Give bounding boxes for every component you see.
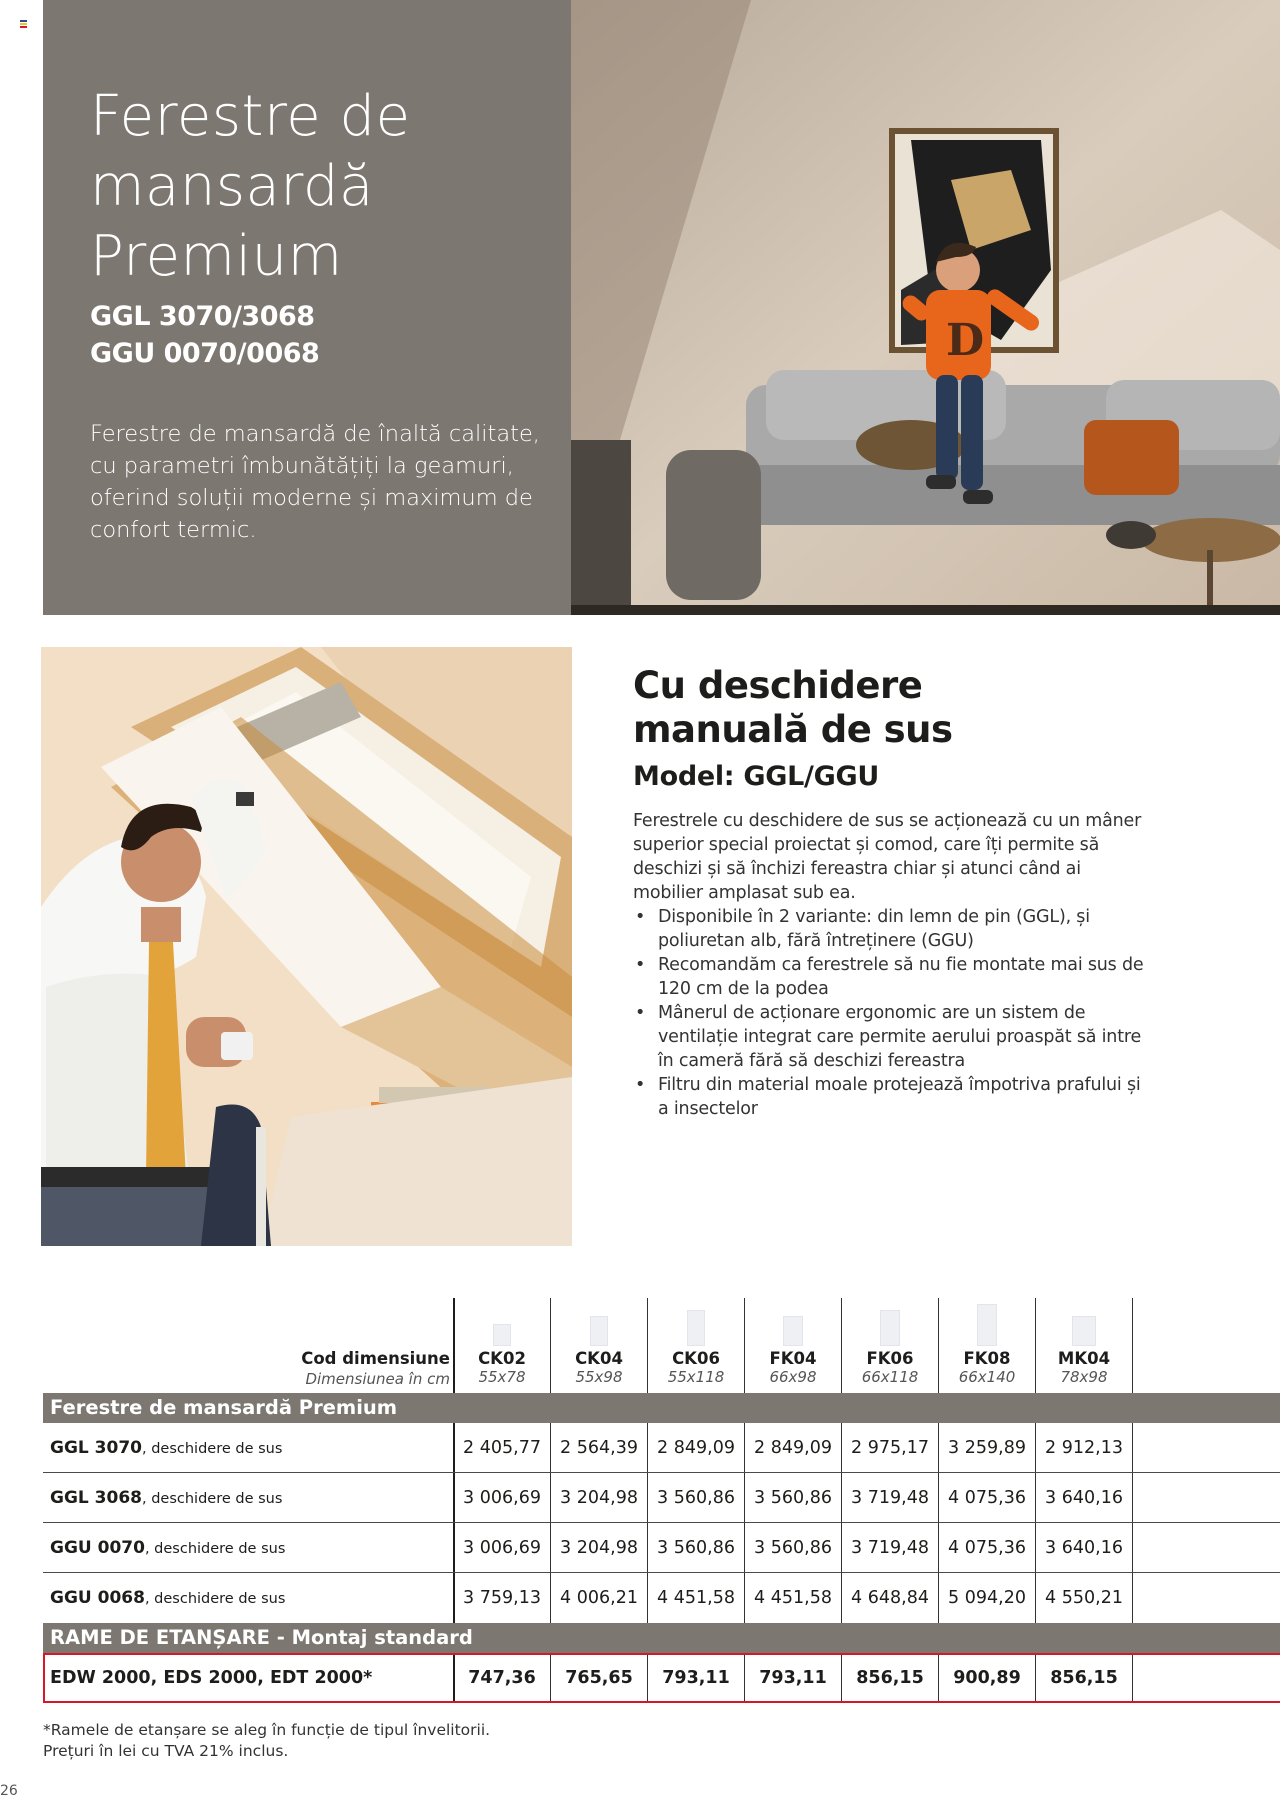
feature-title-line: manuală de sus	[633, 708, 953, 751]
price-cell: 4 006,21	[560, 1588, 638, 1608]
price-cell: 3 759,13	[463, 1588, 541, 1608]
feature-bullets	[633, 905, 1153, 1121]
table-row	[43, 1473, 1280, 1523]
living-room-illustration	[571, 0, 1280, 615]
hero-description: Ferestre de mansardă de înaltă calitate, cu parametri îmbunătățiți la geamuri, oferind soluții moderne și maximum de confort termic.	[90, 421, 540, 543]
price-cell: 4 550,21	[1045, 1588, 1123, 1608]
footnote: Prețuri în lei cu TVA 21% inclus.	[43, 1742, 289, 1760]
feature-bullet-text: Mânerul de acționare ergonomic are un sistem de ventilație integrat care permite aerului proaspăt să intre în cameră fără să deschizi fereastra	[658, 1003, 1142, 1071]
hero-model-line: GGL 3070/3068	[90, 301, 315, 332]
page-number: 26	[0, 1783, 18, 1799]
price-cell: 4 075,36	[948, 1488, 1026, 1508]
hero-title-line: Ferestre de	[90, 84, 411, 149]
price-cell: 793,11	[759, 1668, 827, 1688]
price-cell: 3 560,86	[754, 1488, 832, 1508]
price-cell: 3 560,86	[657, 1488, 735, 1508]
price-cell: 5 094,20	[948, 1588, 1026, 1608]
row-label	[50, 1423, 282, 1474]
size-dim: 66x98	[769, 1368, 817, 1386]
feature-title	[633, 664, 1153, 752]
size-column-fk06	[842, 1310, 938, 1386]
bullet-icon: •	[635, 955, 646, 975]
window-size-icon	[493, 1324, 511, 1346]
bullet-icon: •	[635, 907, 646, 927]
bullet-icon: •	[635, 1003, 646, 1023]
row-model: GGL 3070	[50, 1438, 142, 1458]
price-cell: 900,89	[953, 1668, 1021, 1688]
price-cell: 2 849,09	[754, 1438, 832, 1458]
price-cell: 4 648,84	[851, 1588, 929, 1608]
size-dim: 66x140	[958, 1368, 1016, 1386]
size-code: FK04	[769, 1349, 817, 1368]
feature-model: Model: GGL/GGU	[633, 761, 879, 792]
price-cell: 3 560,86	[657, 1538, 735, 1558]
size-column-ck06	[648, 1310, 744, 1386]
table-row	[43, 1423, 1280, 1473]
price-cell: 747,36	[468, 1668, 536, 1688]
seal-row	[43, 1653, 1280, 1703]
price-cell: 3 640,16	[1045, 1538, 1123, 1558]
row-model: GGU 0070	[50, 1538, 145, 1558]
hero-photo	[571, 0, 1280, 615]
size-dim: 55x98	[575, 1368, 623, 1386]
size-column-mk04	[1036, 1316, 1132, 1386]
price-cell: 3 259,89	[948, 1438, 1026, 1458]
seal-row-label: EDW 2000, EDS 2000, EDT 2000*	[50, 1668, 373, 1688]
row-desc: , deschidere de sus	[144, 1591, 286, 1607]
size-dim: 66x118	[861, 1368, 919, 1386]
price-cell: 3 204,98	[560, 1538, 638, 1558]
row-model: GGL 3068	[50, 1488, 142, 1508]
row-label	[50, 1573, 285, 1624]
price-cell: 3 640,16	[1045, 1488, 1123, 1508]
size-code: FK08	[963, 1349, 1011, 1368]
size-dim: 55x78	[478, 1368, 526, 1386]
feature-bullet-text: Filtru din material moale protejează împotriva prafului și a insectelor	[658, 1075, 1141, 1119]
language-flag-icon	[20, 20, 27, 27]
window-size-icon	[783, 1316, 803, 1346]
header-code-label: Cod dimensiune	[301, 1349, 450, 1368]
header-dim-label: Dimensiunea în cm	[305, 1370, 450, 1388]
table-row	[43, 1523, 1280, 1573]
size-code: MK04	[1057, 1349, 1111, 1368]
feature-bullet-text: Recomandăm ca ferestrele să nu fie montate mai sus de 120 cm de la podea	[658, 955, 1144, 999]
svg-text:D: D	[946, 315, 985, 366]
row-label	[50, 1473, 282, 1524]
feature-bullet	[633, 1001, 1153, 1073]
row-model: GGU 0068	[50, 1588, 145, 1608]
row-desc: , deschidere de sus	[141, 1491, 283, 1507]
size-column-fk08	[939, 1304, 1035, 1386]
feature-body	[633, 809, 1153, 1121]
row-desc: , deschidere de sus	[144, 1541, 286, 1557]
price-cell: 4 075,36	[948, 1538, 1026, 1558]
price-cell: 2 564,39	[560, 1438, 638, 1458]
feature-bullet	[633, 905, 1153, 953]
bullet-icon: •	[635, 1075, 646, 1095]
feature-bullet-text: Disponibile în 2 variante: din lemn de pin (GGL), și poliuretan alb, fără întreținere (GGU)	[658, 907, 1090, 951]
size-code: CK06	[672, 1349, 720, 1368]
size-code: CK04	[575, 1349, 623, 1368]
hero-title-line: mansardă	[90, 154, 374, 219]
price-cell: 3 006,69	[463, 1488, 541, 1508]
price-cell: 3 204,98	[560, 1488, 638, 1508]
feature-bullet	[633, 953, 1153, 1001]
size-dim: 55x118	[667, 1368, 725, 1386]
size-code: CK02	[478, 1349, 526, 1368]
section-header-premium: Ferestre de mansardă Premium	[43, 1393, 1280, 1423]
price-cell: 856,15	[856, 1668, 924, 1688]
row-label	[50, 1523, 285, 1574]
price-cell: 3 719,48	[851, 1488, 929, 1508]
price-cell: 2 912,13	[1045, 1438, 1123, 1458]
size-column-ck02	[454, 1324, 550, 1386]
price-cell: 856,15	[1050, 1668, 1118, 1688]
window-size-icon	[977, 1304, 997, 1346]
price-cell: 2 849,09	[657, 1438, 735, 1458]
feature-intro: Ferestrele cu deschidere de sus se acționează cu un mâner superior special proiectat și comod, care îți permite să deschizi și să închizi fereastra chiar și atunci când ai mobilier amplasat sub ea.	[633, 811, 1142, 903]
price-cell: 765,65	[565, 1668, 633, 1688]
price-cell: 3 719,48	[851, 1538, 929, 1558]
feature-bullet	[633, 1073, 1153, 1121]
price-cell: 3 006,69	[463, 1538, 541, 1558]
size-column-fk04	[745, 1316, 841, 1386]
row-desc: , deschidere de sus	[141, 1441, 283, 1457]
feature-section	[633, 664, 1153, 1121]
window-size-icon	[880, 1310, 900, 1346]
table-row	[43, 1573, 1280, 1623]
footnote: *Ramele de etanșare se aleg în funcție de tipul învelitorii.	[43, 1721, 491, 1739]
window-size-icon	[590, 1316, 608, 1346]
window-size-icon	[1072, 1316, 1096, 1346]
window-size-icon	[687, 1310, 705, 1346]
hero-panel	[43, 0, 571, 615]
roof-window-illustration	[41, 647, 572, 1246]
price-cell: 2 975,17	[851, 1438, 929, 1458]
size-column-ck04	[551, 1316, 647, 1386]
hero-model-line: GGU 0070/0068	[90, 338, 320, 369]
footnotes	[43, 1720, 490, 1762]
roof-window-photo	[41, 647, 572, 1246]
price-cell: 793,11	[662, 1668, 730, 1688]
price-cell: 4 451,58	[754, 1588, 832, 1608]
price-cell: 4 451,58	[657, 1588, 735, 1608]
price-table	[43, 1298, 1280, 1703]
hero-title	[90, 82, 411, 292]
feature-title-line: Cu deschidere	[633, 664, 923, 707]
hero-title-line: Premium	[90, 224, 343, 289]
size-code: FK06	[866, 1349, 914, 1368]
price-cell: 3 560,86	[754, 1538, 832, 1558]
section-header-seals: RAME DE ETANȘARE - Montaj standard	[43, 1623, 1280, 1653]
price-cell: 2 405,77	[463, 1438, 541, 1458]
size-dim: 78x98	[1060, 1368, 1108, 1386]
hero-models	[90, 298, 319, 372]
